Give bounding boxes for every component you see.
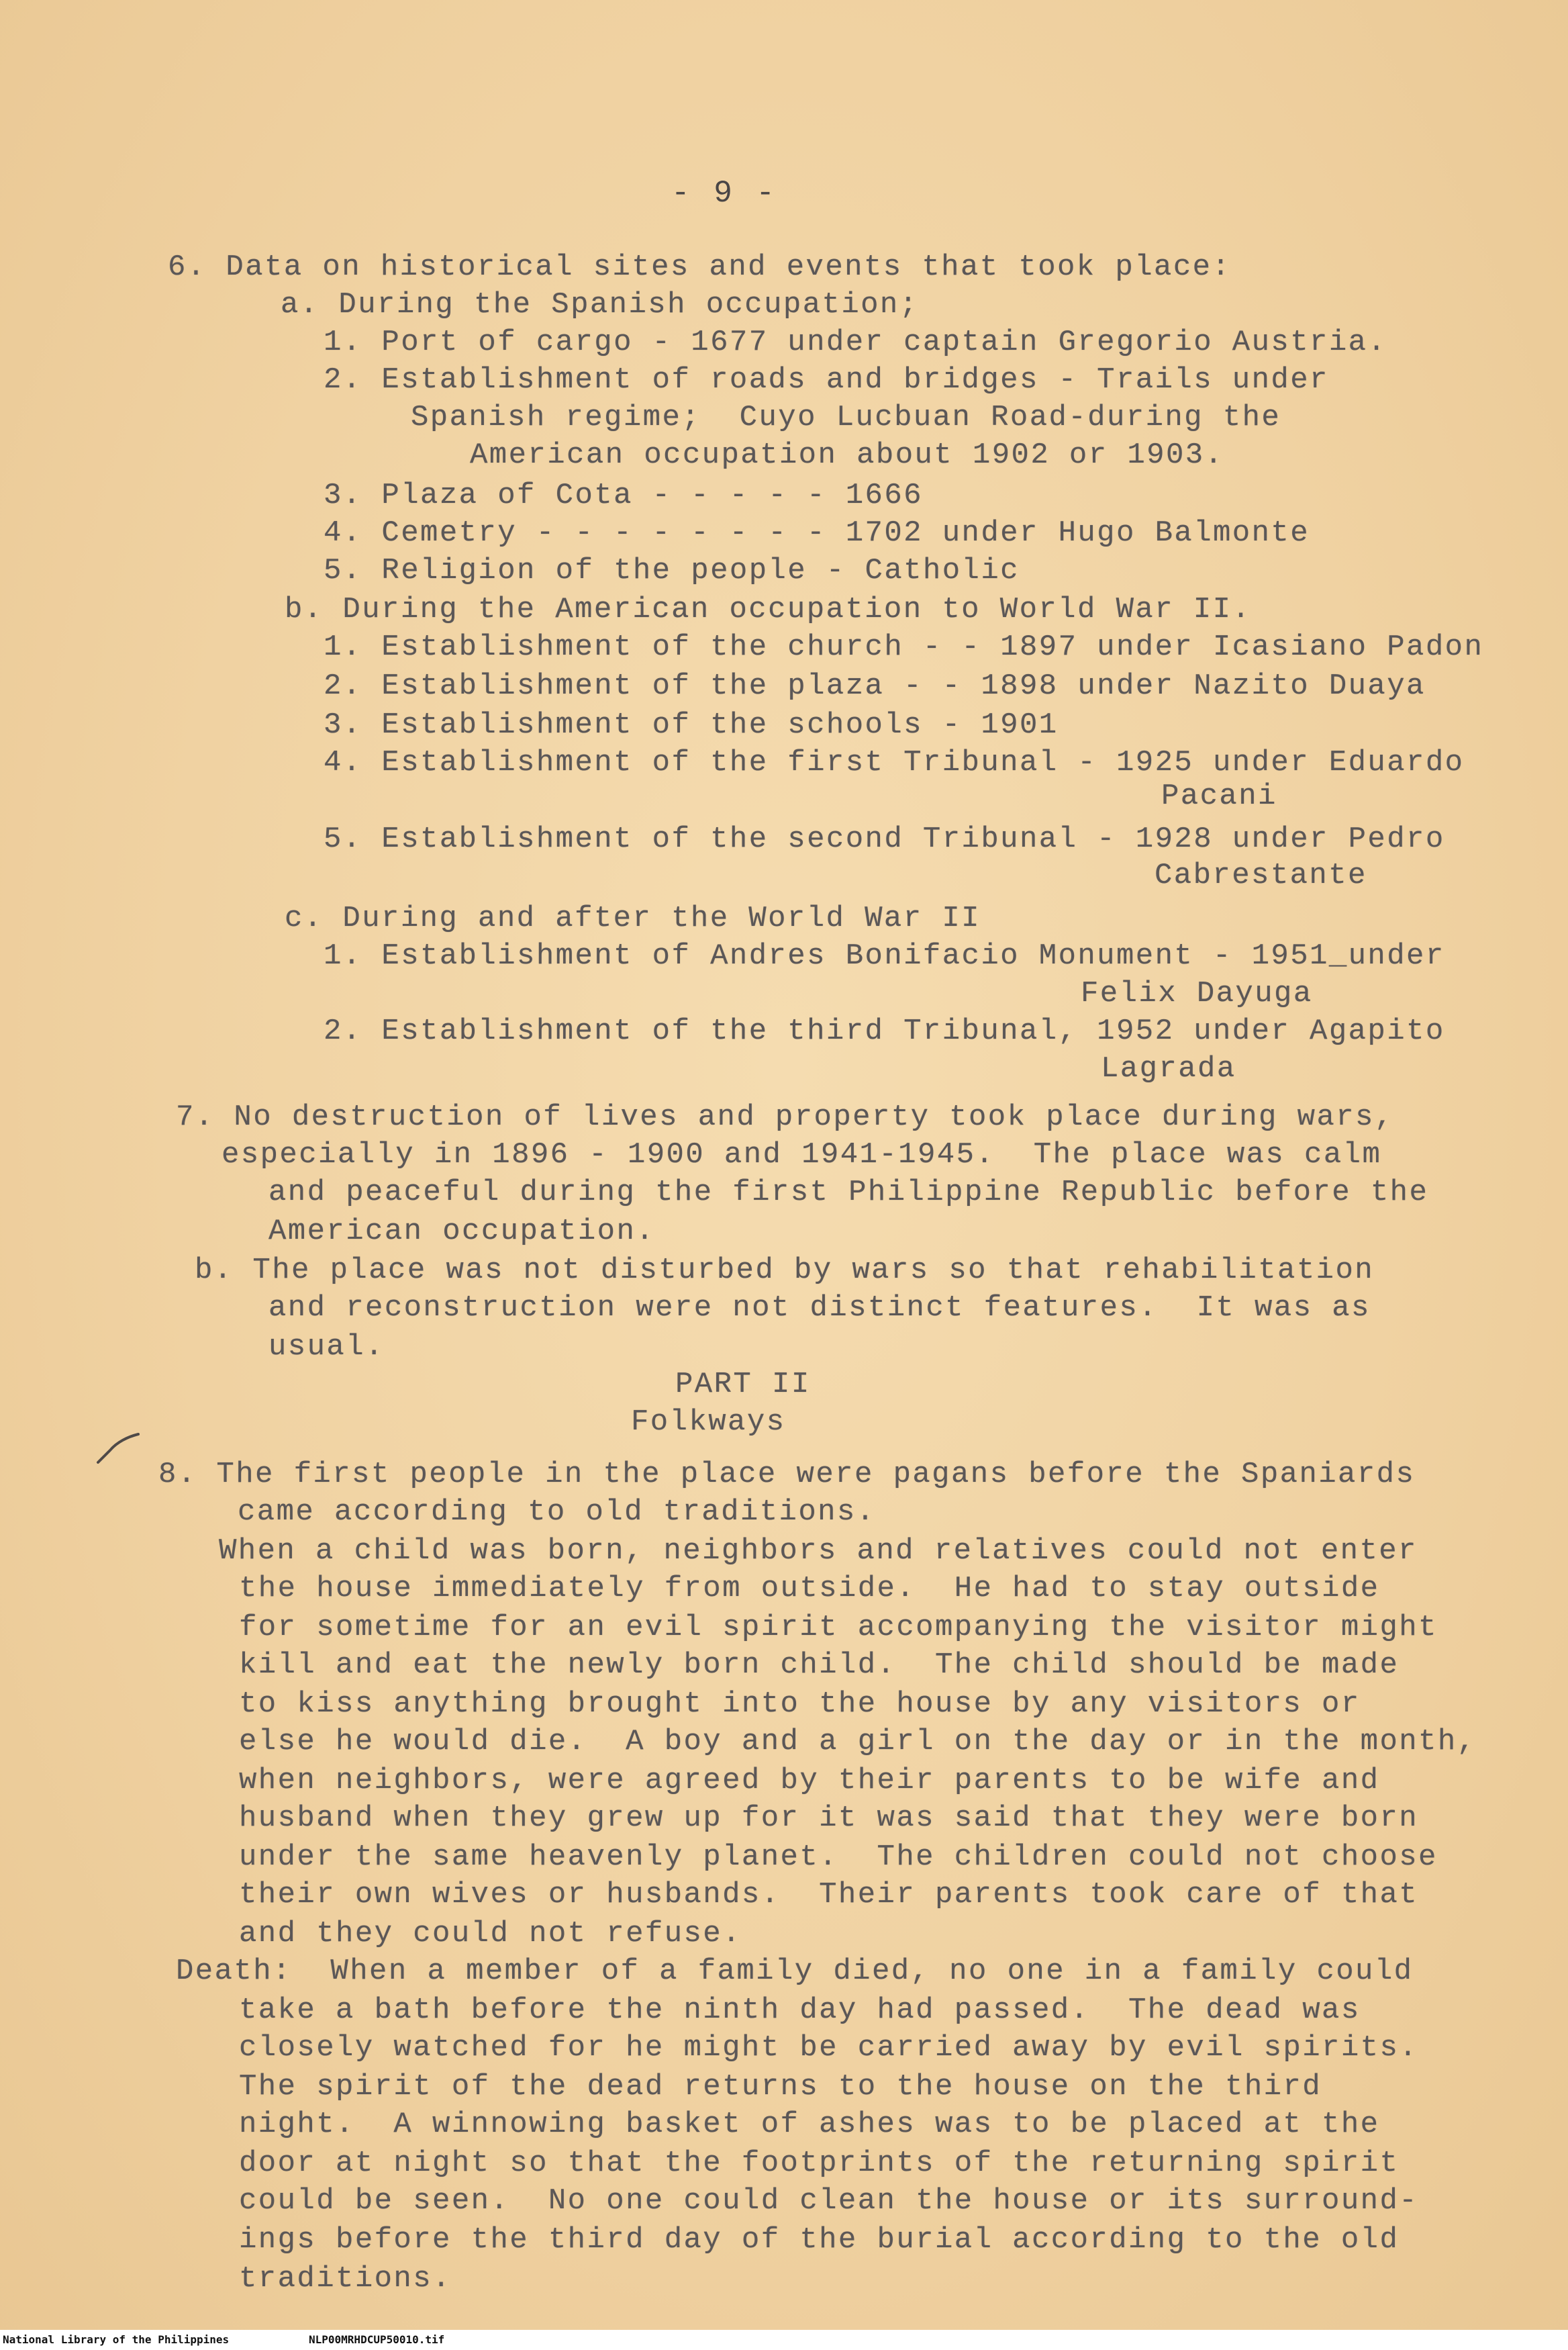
- text-line: kill and eat the newly born child. The child should be made: [239, 1648, 1400, 1682]
- text-line: 2. Establishment of roads and bridges - Trails under: [324, 363, 1329, 397]
- text-line: husband when they grew up for it was said that they were born: [239, 1801, 1419, 1835]
- text-line: else he would die. A boy and a girl on the day or in the month,: [239, 1725, 1477, 1758]
- text-line: could be seen. No one could clean the house or its surround-: [239, 2184, 1419, 2218]
- text-line: 6. Data on historical sites and events that took place:: [168, 250, 1232, 284]
- text-line: Death: When a member of a family died, no one in a family could: [176, 1955, 1414, 1988]
- text-line: 3. Establishment of the schools - 1901: [324, 708, 1059, 742]
- text-line: a. During the Spanish occupation;: [281, 288, 919, 322]
- text-line: the house immediately from outside. He had to stay outside: [239, 1572, 1380, 1605]
- text-line: their own wives or husbands. Their parents took care of that: [239, 1878, 1419, 1912]
- text-line: 2. Establishment of the third Tribunal, 1952 under Agapito: [324, 1015, 1445, 1048]
- text-line: night. A winnowing basket of ashes was to be placed at the: [239, 2108, 1380, 2141]
- text-line: to kiss anything brought into the house by any visitors or: [239, 1687, 1361, 1721]
- text-line: 1. Establishment of the church - - 1897 under Icasiano Padon: [324, 630, 1484, 664]
- text-line: when neighbors, were agreed by their parents to be wife and: [239, 1764, 1380, 1797]
- text-line: 4. Establishment of the first Tribunal - 1925 under Eduardo: [324, 746, 1465, 780]
- text-line: Lagrada: [1101, 1052, 1236, 1086]
- text-line: and peaceful during the first Philippine Republic before the: [268, 1176, 1429, 1209]
- text-line: 8. The first people in the place were pagans before the Spaniards: [158, 1458, 1416, 1491]
- text-line: closely watched for he might be carried away by evil spirits.: [239, 2031, 1419, 2065]
- text-line: door at night so that the footprints of the returning spirit: [239, 2147, 1400, 2180]
- check-mark-icon: [94, 1430, 141, 1470]
- text-line: for sometime for an evil spirit accompanying the visitor might: [239, 1611, 1438, 1644]
- text-line: came according to old traditions.: [238, 1495, 876, 1529]
- text-line: 7. No destruction of lives and property took place during wars,: [176, 1100, 1394, 1134]
- text-line: and reconstruction were not distinct features. It was as: [268, 1291, 1371, 1325]
- text-line: American occupation about 1902 or 1903.: [470, 438, 1224, 472]
- text-line: 1. Establishment of Andres Bonifacio Monument - 1951_under: [324, 939, 1445, 973]
- text-line: When a child was born, neighbors and relatives could not enter: [219, 1534, 1418, 1568]
- text-line: Cabrestante: [1155, 859, 1367, 892]
- text-line: 5. Religion of the people - Catholic: [324, 554, 1020, 588]
- page-number: - 9 -: [671, 176, 778, 211]
- text-line: c. During and after the World War II: [285, 902, 981, 935]
- text-line: Pacani: [1161, 780, 1277, 813]
- text-line: b. The place was not disturbed by wars so that rehabilitation: [195, 1254, 1375, 1287]
- footer-library-name: National Library of the Philippines: [3, 2333, 230, 2346]
- text-line: ings before the third day of the burial according to the old: [239, 2223, 1400, 2257]
- text-line: especially in 1896 - 1900 and 1941-1945. The place was calm: [222, 1138, 1382, 1172]
- text-line: Spanish regime; Cuyo Lucbuan Road-during the: [411, 401, 1281, 434]
- text-line: American occupation.: [268, 1215, 656, 1248]
- text-line: traditions.: [239, 2262, 452, 2296]
- text-line: take a bath before the ninth day had passed. The dead was: [239, 1993, 1361, 2027]
- text-line: 2. Establishment of the plaza - - 1898 under Nazito Duaya: [324, 669, 1426, 703]
- scan-footer: [0, 2330, 1568, 2350]
- text-line: 1. Port of cargo - 1677 under captain Gregorio Austria.: [324, 326, 1387, 359]
- footer-file-name: NLP00MRHDCUP50010.tif: [309, 2333, 445, 2346]
- text-line: and they could not refuse.: [239, 1917, 742, 1950]
- text-line: 3. Plaza of Cota - - - - - 1666: [324, 479, 923, 512]
- text-line: 5. Establishment of the second Tribunal - 1928 under Pedro: [324, 822, 1445, 856]
- text-line: b. During the American occupation to World War II.: [285, 593, 1252, 626]
- text-line: The spirit of the dead returns to the house on the third: [239, 2070, 1322, 2104]
- text-line: usual.: [268, 1330, 385, 1364]
- text-line: 4. Cemetry - - - - - - - - 1702 under Hugo Balmonte: [324, 516, 1310, 550]
- part-heading: PART II: [675, 1368, 811, 1401]
- text-line: Felix Dayuga: [1081, 977, 1313, 1010]
- part-subheading: Folkways: [631, 1405, 786, 1439]
- text-line: under the same heavenly planet. The children could not choose: [239, 1840, 1438, 1874]
